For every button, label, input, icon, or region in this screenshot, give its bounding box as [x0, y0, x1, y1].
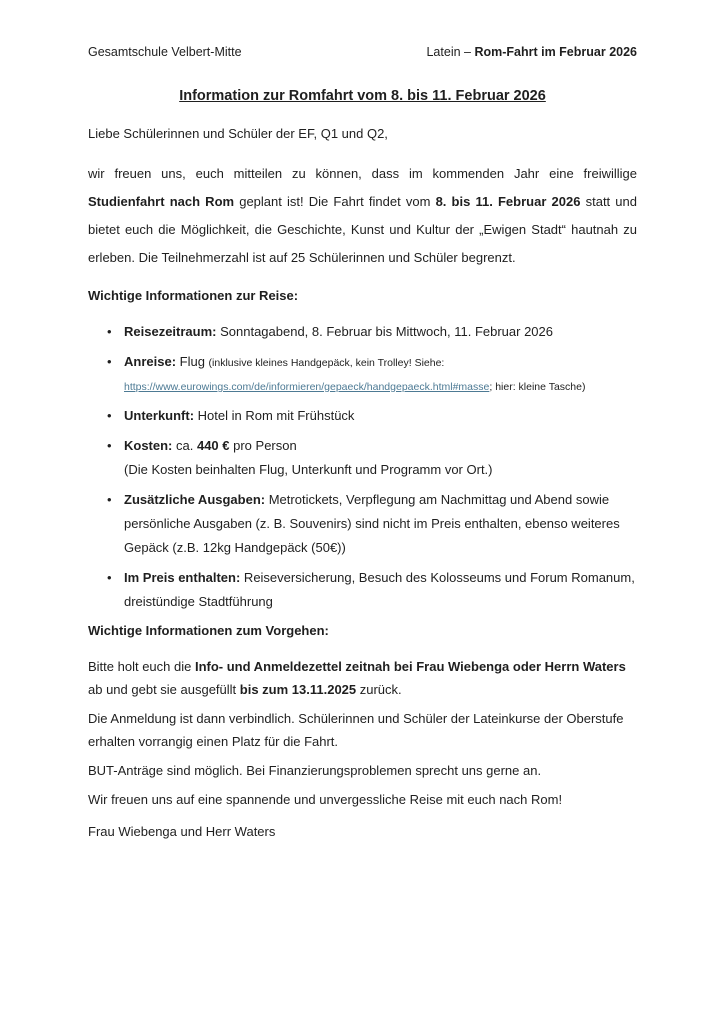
text-run: Metrotickets, Verpflegung am Nachmittag und Abend sowie persönliche Ausgaben (z. B. Souvenirs) sind nicht im Preis enthalten, ebenso weiteres Gepäck (z.B. 12kg Handgepäck (50€)): [124, 492, 620, 555]
bold-run-frist: bis zum 13.11.2025: [239, 682, 357, 697]
anreise-note-after: ; hier: kleine Tasche): [489, 381, 586, 393]
bullet-label: Kosten:: [124, 438, 173, 453]
list-item-ausgaben: [88, 488, 637, 560]
bullet-label: Unterkunft:: [124, 408, 195, 423]
text-run: statt und bietet euch die Möglichkeit, die Geschichte, Kunst und Kultur der „Ewigen Stadt“ hautnah zu erleben. Die Teilnehmerzahl ist auf 25 Schülerinnen und Schüler begrenzt.: [88, 194, 637, 265]
eurowings-link[interactable]: https://www.eurowings.com/de/informieren/gepaeck/handgepaeck.html#masse: [124, 381, 490, 393]
bullet-label: Im Preis enthalten:: [124, 570, 241, 585]
list-item-im-preis-enthalten: [88, 566, 637, 614]
header-subject: [426, 45, 637, 60]
document-title: Information zur Romfahrt vom 8. bis 11. Februar 2026: [179, 88, 546, 104]
header-subject-prefix: Latein –: [426, 45, 475, 59]
text-run: ca.: [172, 438, 197, 453]
bold-run-anmeldezettel: Info- und Anmeldezettel zeitnah bei Frau Wiebenga oder Herrn Waters: [194, 659, 626, 674]
text-run: Hotel in Rom mit Frühstück: [194, 408, 355, 423]
paragraph-closing: Wir freuen uns auf eine spannende und unvergessliche Reise mit euch nach Rom!: [88, 792, 563, 807]
text-run: wir freuen uns, euch mitteilen zu können, dass im kommenden Jahr eine freiwillige: [88, 166, 637, 181]
text-run: Reiseversicherung, Besuch des Kolosseums und Forum Romanum, dreistündige Stadtführung: [124, 570, 635, 609]
bold-run-datum: 8. bis 11. Februar 2026: [435, 194, 581, 209]
section-heading-reise: Wichtige Informationen zur Reise:: [88, 288, 299, 303]
paragraph-verbindlich: Die Anmeldung ist dann verbindlich. Schülerinnen und Schüler der Lateinkurse der Oberstufe erhalten vorrangig einen Platz für die Fahrt.: [88, 711, 624, 749]
header-subject-title: Rom-Fahrt im Februar 2026: [474, 45, 637, 59]
list-item-reisezeitraum: [88, 320, 637, 344]
text-run: pro Person: [229, 438, 297, 453]
text-run: ab und gebt sie ausgefüllt: [88, 682, 240, 697]
list-item-kosten: [88, 434, 637, 482]
paragraph-but-antraege: BUT-Anträge sind möglich. Bei Finanzierungsproblemen sprecht uns gerne an.: [88, 763, 542, 778]
section-heading-vorgehen: Wichtige Informationen zum Vorgehen:: [88, 623, 329, 638]
list-item-anreise: [88, 350, 637, 398]
info-list-reise: [88, 320, 637, 614]
text-run: geplant ist! Die Fahrt findet vom: [234, 194, 436, 209]
bullet-label: Zusätzliche Ausgaben:: [124, 492, 266, 507]
page-header: [88, 45, 637, 60]
text-run: zurück.: [356, 682, 402, 697]
salutation-line: Liebe Schülerinnen und Schüler der EF, Q1 und Q2,: [88, 126, 388, 141]
text-run: Bitte holt euch die: [88, 659, 195, 674]
anreise-note: (inklusive kleines Handgepäck, kein Trolley! Siehe:: [208, 357, 445, 369]
paragraph-anmeldezettel: [88, 655, 637, 701]
bold-run-studienfahrt: Studienfahrt nach Rom: [88, 194, 235, 209]
list-item-unterkunft: [88, 404, 637, 428]
intro-paragraph: [88, 160, 637, 272]
bold-run-preis: 440 €: [196, 438, 230, 453]
bullet-label: Reisezeitraum:: [124, 324, 217, 339]
header-school-name: Gesamtschule Velbert-Mitte: [88, 45, 242, 59]
text-run: Sonntagabend, 8. Februar bis Mittwoch, 11. Februar 2026: [216, 324, 553, 339]
text-run: Flug: [176, 354, 209, 369]
kosten-detail-line: (Die Kosten beinhalten Flug, Unterkunft und Programm vor Ort.): [124, 462, 493, 477]
bullet-label: Anreise:: [124, 354, 177, 369]
signature-line: Frau Wiebenga und Herr Waters: [88, 824, 276, 839]
